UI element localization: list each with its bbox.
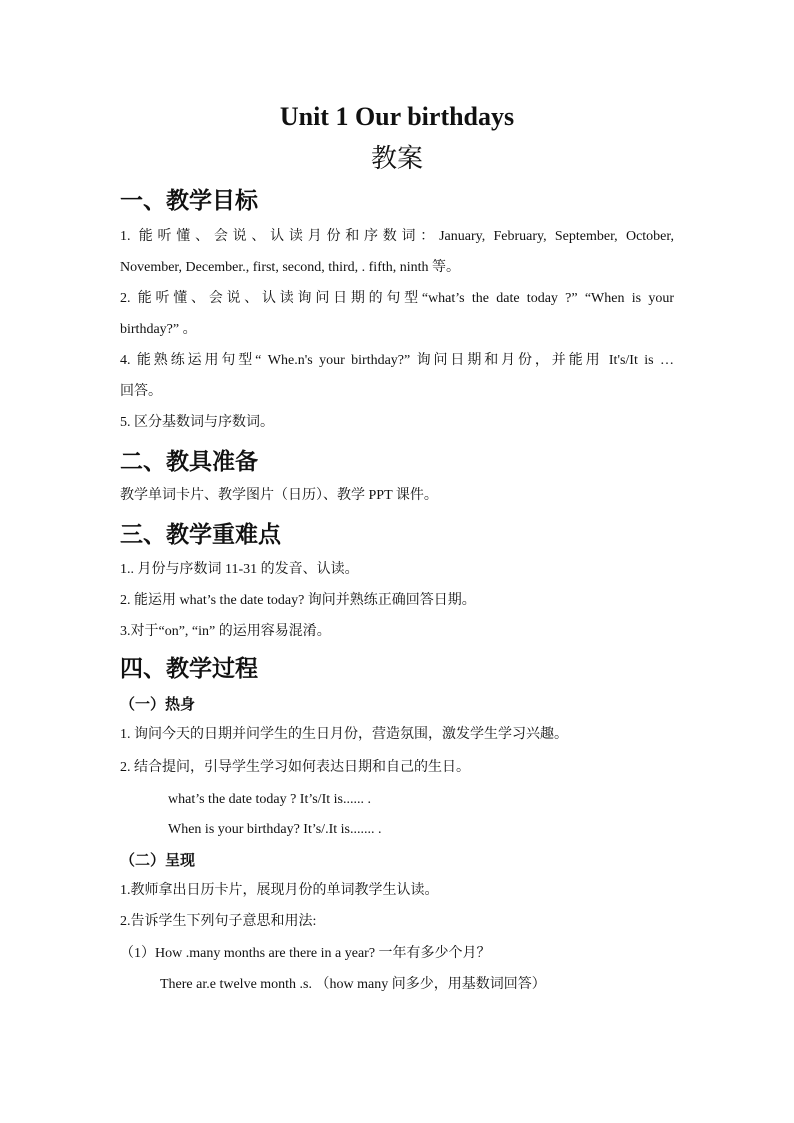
document-title: Unit 1 Our birthdays: [279, 102, 515, 131]
procedure-line: 1.教师拿出日历卡片，展现月份的单词教学生认读。: [120, 883, 439, 898]
key-point-line: 2. 能运用 what’s the date today? 询问并熟练正确回答日期。: [120, 593, 476, 608]
key-point-line: 1.. 月份与序数词 11-31 的发音、认读。: [120, 562, 359, 577]
objective-line: November, December., first, second, third, . fifth, ninth 等。: [120, 260, 461, 275]
key-point-line: 3.对于“on”, “in” 的运用容易混淆。: [120, 624, 331, 639]
objective-line: 1. 能听懂、会说、认读月份和序数词：January, February, September, October,: [120, 229, 674, 244]
subsection-heading-presentation: （二）呈现: [120, 851, 196, 869]
procedure-example-line: what’s the date today ? It’s/It is...... .: [168, 792, 371, 807]
objective-line: 5. 区分基数词与序数词。: [120, 415, 274, 430]
procedure-line: 2.告诉学生下列句子意思和用法:: [120, 914, 317, 929]
section-heading-objectives: 一、教学目标: [120, 188, 258, 214]
materials-line: 教学单词卡片、教学图片（日历）、教学 PPT 课件。: [120, 488, 438, 503]
procedure-line: 2. 结合提问，引导学生学习如何表达日期和自己的生日。: [120, 760, 470, 775]
subsection-heading-warmup: （一）热身: [120, 695, 196, 713]
procedure-example-line: There ar.e twelve month .s. （how many 问多少，用基数词回答）: [160, 977, 546, 992]
procedure-line: 1. 询问今天的日期并问学生的生日月份，营造氛围，激发学生学习兴趣。: [120, 727, 568, 742]
procedure-example-line: When is your birthday? It’s/.It is....... .: [168, 822, 382, 837]
section-heading-procedure: 四、教学过程: [120, 656, 258, 682]
section-heading-materials: 二、教具准备: [120, 449, 258, 475]
document-subtitle: 教案: [370, 144, 423, 174]
section-heading-key-points: 三、教学重难点: [120, 522, 281, 548]
procedure-line: （1）How .many months are there in a year? 一年有多少个月？: [120, 946, 491, 961]
objective-line: birthday?” 。: [120, 322, 197, 337]
objective-line: 4. 能熟练运用句型“ Whe.n's your birthday?” 询问日期和月份，并能用 It's/It is …: [120, 353, 674, 368]
objective-line: 回答。: [120, 384, 162, 399]
objective-line: 2. 能听懂、会说、认读询问日期的句型“what’s the date today ?” “When is your: [120, 291, 674, 306]
